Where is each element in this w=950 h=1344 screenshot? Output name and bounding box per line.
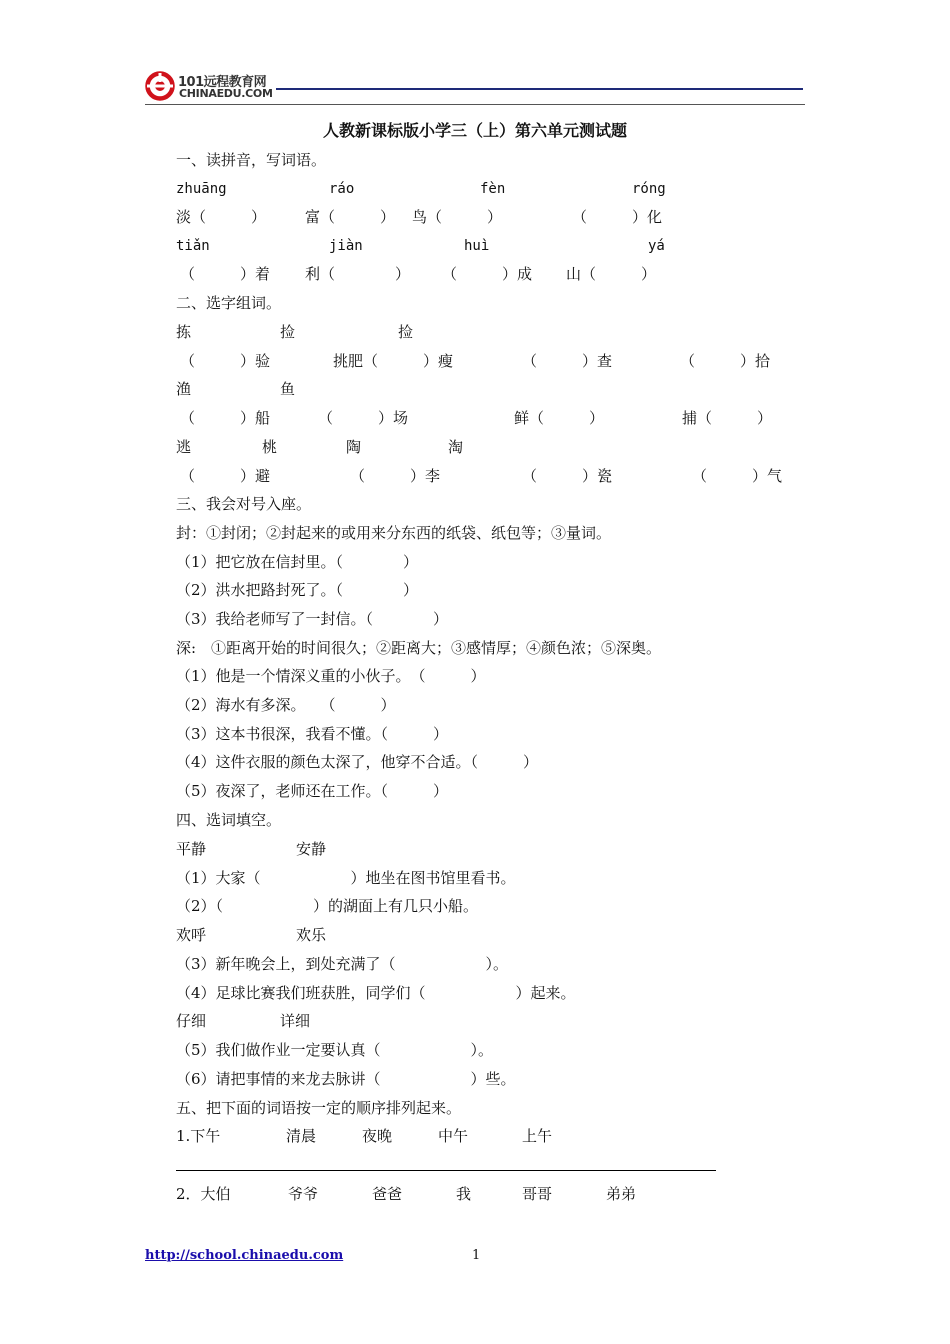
exam-line: （1）他是一个情深义重的小伙子。 （ ） [176,667,486,685]
exam-line: （3）我给老师写了一封信。（ ） [176,610,449,628]
footer-link[interactable]: http://school.chinaedu.com [145,1248,344,1263]
exam-cell: 上午 [522,1127,553,1145]
exam-line: 四、选词填空。 [176,811,282,829]
exam-cell: 哥哥 [522,1185,553,1203]
exam-cell: 安静 [296,840,327,858]
exam-cell: 挑肥（ ）瘦 [333,352,454,370]
pinyin-text: tiǎn [176,238,210,254]
logo-ring-icon [145,71,175,101]
exam-line: 封：①封闭；②封起来的或用来分东西的纸袋、纸包等；③量词。 [176,524,612,542]
exam-cell: 鲜（ ） [514,409,605,427]
pinyin-text: zhuāng [176,181,227,197]
exam-cell: （ ）验 [180,352,271,370]
exam-cell: 淘 [448,438,464,456]
logo-text-en: CHINAEDU.COM [179,87,273,100]
pinyin-text: yá [648,238,665,254]
logo-text-cn: 101远程教育网 [178,75,267,90]
exam-cell: 鱼 [280,380,296,398]
exam-line: （3）新年晚会上，到处充满了（ ）。 [176,955,509,973]
exam-line: （2）洪水把路封死了。（ ） [176,581,419,599]
exam-line: （1）把它放在信封里。（ ） [176,553,419,571]
exam-line: （4）足球比赛我们班获胜，同学们（ ）起来。 [176,984,576,1002]
exam-cell: （ ）瓷 [522,467,613,485]
exam-line: （5）夜深了，老师还在工作。（ ） [176,782,449,800]
exam-line: 五、把下面的词语按一定的顺序排列起来。 [176,1099,462,1117]
exam-cell: （ ）成 [442,265,533,283]
exam-line: 深: ①距离开始的时间很久；②距离大；③感情厚；④颜色浓；⑤深奥。 [176,639,662,657]
page-title: 人教新课标版小学三（上）第六单元测试题 [322,121,627,140]
exam-cell: 捕（ ） [682,409,773,427]
exam-line: 三、我会对号入座。 [176,495,312,513]
answer-line [176,1170,716,1171]
exam-cell: 捡 [280,323,296,341]
exam-line: （2）海水有多深。 （ ） [176,696,396,714]
site-logo [145,68,275,104]
exam-cell: 逃 [176,438,192,456]
exam-cell: 2．大伯 [176,1185,231,1203]
exam-cell: （ ）避 [180,467,271,485]
pinyin-text: jiàn [329,238,363,254]
pinyin-text: róng [632,181,666,197]
exam-cell: （ ）查 [522,352,613,370]
exam-cell: （ ）船 [180,409,271,427]
exam-cell: 富（ ） [305,208,396,226]
exam-cell: （ ）气 [692,467,783,485]
exam-cell: 渔 [176,380,192,398]
exam-cell: 爷爷 [288,1185,319,1203]
exam-cell: 利（ ） [305,265,411,283]
exam-line: 一、读拼音，写词语。 [176,151,327,169]
pinyin-text: huì [464,238,490,254]
exam-cell: 鸟（ ） [412,208,503,226]
exam-cell: 仔细 [176,1012,207,1030]
exam-cell: （ ）化 [572,208,663,226]
exam-cell: 我 [456,1185,472,1203]
exam-cell: 山（ ） [566,265,657,283]
exam-cell: 清晨 [286,1127,317,1145]
exam-cell: （ ）李 [350,467,441,485]
exam-cell: 详细 [280,1012,311,1030]
exam-cell: 桃 [262,438,278,456]
exam-cell: 陶 [346,438,362,456]
exam-cell: 爸爸 [372,1185,403,1203]
exam-cell: 夜晚 [362,1127,393,1145]
pinyin-text: ráo [329,181,355,197]
exam-line: （6）请把事情的来龙去脉讲（ ）些。 [176,1070,516,1088]
exam-cell: （ ）拾 [680,352,771,370]
header-rule-blue [276,88,803,90]
exam-cell: 捡 [398,323,414,341]
exam-line: 二、选字组词。 [176,294,282,312]
exam-line: （3）这本书很深，我看不懂。（ ） [176,725,449,743]
exam-cell: （ ）着 [180,265,271,283]
exam-line: （1）大家（ ）地坐在图书馆里看书。 [176,869,516,887]
exam-cell: 拣 [176,323,192,341]
exam-cell: 中午 [438,1127,469,1145]
page-number: 1 [472,1248,481,1263]
exam-cell: 弟弟 [606,1185,637,1203]
exam-cell: （ ）场 [318,409,409,427]
exam-line: （4）这件衣服的颜色太深了，他穿不合适。（ ） [176,753,539,771]
exam-cell: 欢乐 [296,926,327,944]
exam-cell: 平静 [176,840,207,858]
exam-cell: 欢呼 [176,926,207,944]
pinyin-text: fèn [480,181,506,197]
header-rule [145,104,805,105]
exam-cell: 淡（ ） [176,208,267,226]
exam-line: （2）（ ）的湖面上有几只小船。 [176,897,479,915]
exam-line: （5）我们做作业一定要认真（ ）。 [176,1041,494,1059]
exam-cell: 1.下午 [176,1127,221,1145]
